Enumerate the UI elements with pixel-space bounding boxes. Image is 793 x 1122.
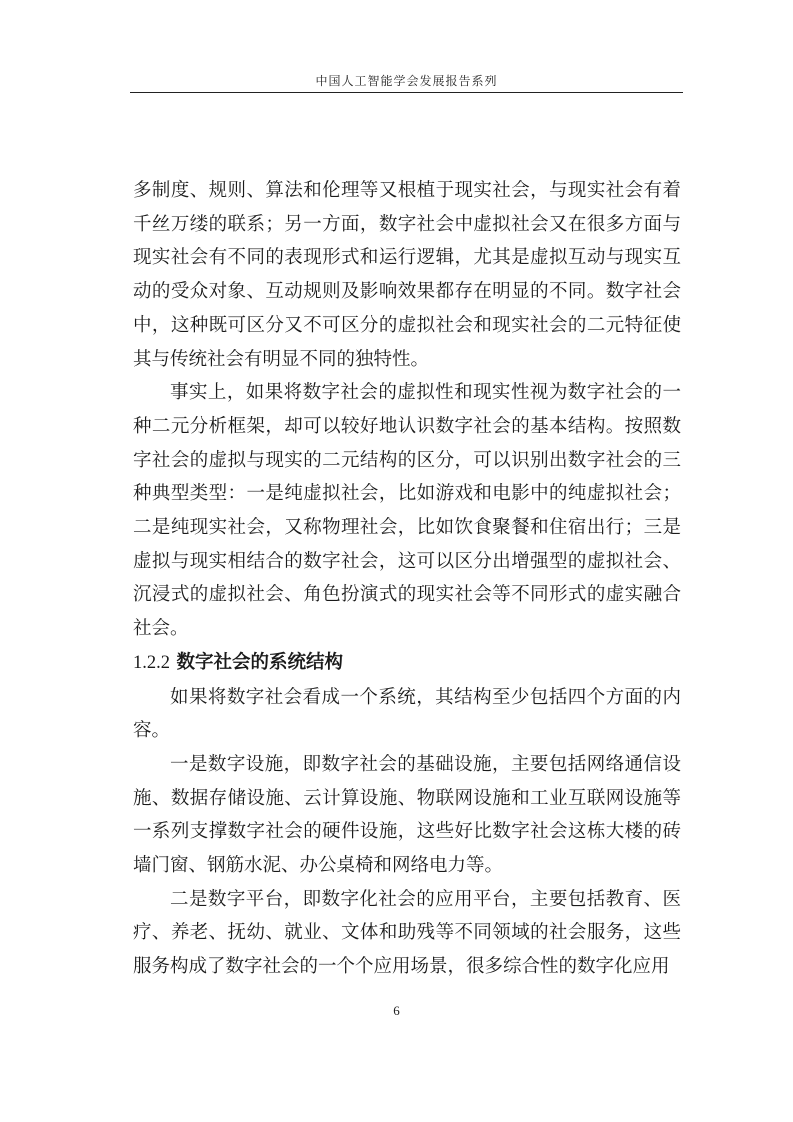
paragraph-dual-structure: 事实上，如果将数字社会的虚拟性和现实性视为数字社会的一种二元分析框架，却可以较好地认识数字社会的基本结构。按照数字社会的虚拟与现实的二元结构的区分，可以识别出数字社会的三种典型类型：一是纯虚拟社会，比如游戏和电影中的纯虚拟社会；二是纯现实社会，又称物理社会，比如饮食聚餐和住宿出行；三是虚拟与现实相结合的数字社会，这可以区分出增强型的虚拟社会、沉浸式的虚拟社会、角色扮演式的现实社会等不同形式的虚实融合社会。 <box>133 382 681 640</box>
header-divider <box>130 92 683 93</box>
section-number: 1.2.2 <box>133 652 170 673</box>
page-number: 6 <box>393 1003 400 1018</box>
section-title: 数字社会的系统结构 <box>176 651 343 673</box>
paragraph-system-intro: 如果将数字社会看成一个系统，其结构至少包括四个方面的内容。 <box>133 686 681 742</box>
running-header: 中国人工智能学会发展报告系列 <box>315 74 498 88</box>
paragraph-digital-platform: 二是数字平台，即数字化社会的应用平台，主要包括教育、医疗、养老、抚幼、就业、文体和助残等不同领域的社会服务，这些服务构成了数字社会的一个个应用场景，很多综合性的数字化应用 <box>133 888 681 978</box>
body-text <box>133 174 681 984</box>
section-heading <box>133 646 681 681</box>
paragraph-continued: 多制度、规则、算法和伦理等又根植于现实社会，与现实社会有着千丝万缕的联系；另一方面，数字社会中虚拟社会又在很多方面与现实社会有不同的表现形式和运行逻辑，尤其是虚拟互动与现实互动的受众对象、互动规则及影响效果都存在明显的不同。数字社会中，这种既可区分又不可区分的虚拟社会和现实社会的二元特征使其与传统社会有明显不同的独特性。 <box>133 180 681 370</box>
paragraph-digital-infrastructure: 一是数字设施，即数字社会的基础设施，主要包括网络通信设施、数据存储设施、云计算设施、物联网设施和工业互联网设施等一系列支撑数字社会的硬件设施，这些好比数字社会这栋大楼的砖墙门窗、钢筋水泥、办公桌椅和网络电力等。 <box>133 753 681 877</box>
